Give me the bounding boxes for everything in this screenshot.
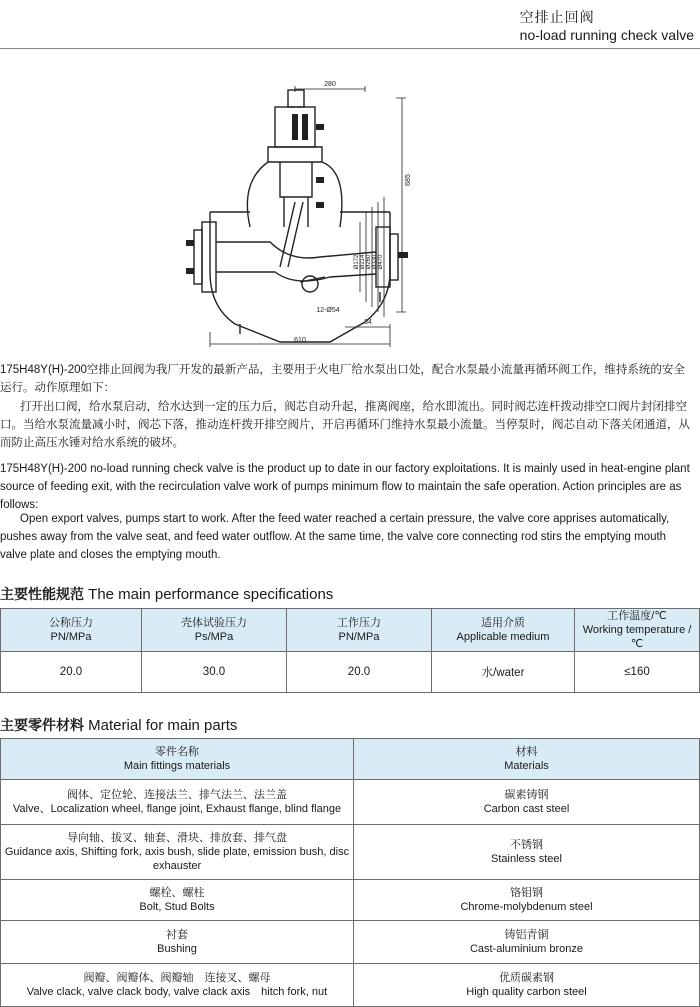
header-working-temperature: 工作温度/℃ Working temperature /℃ (575, 609, 700, 652)
table-row (1, 825, 700, 880)
header-divider (0, 48, 700, 49)
header-nominal-pressure: 公称压力 PN/MPa (1, 609, 142, 652)
description-en-intro: 175H48Y(H)-200 no-load running check valve is the product up to date in our factory exploitations. It is mainly used in heat-engine plant source of feeding exit, with the recirculation valve work of pumps minimum flow to maintain the safe operation. Action principles are as follows: (0, 463, 690, 511)
material-cell: 铸铝青铜 Cast-aluminium bronze (354, 921, 700, 964)
materials-title-cn: 主要零件材料 (0, 718, 84, 734)
description-en-action: Open export valves, pumps start to work. After the feed water reached a certain pressure, the valve core apprises automatically, pushes away from the valve seat, and feed water outflow. At the same time, the valve core connecting rod stirs the emptying mouth valve plate and closes the emptying mouth. (0, 513, 670, 561)
material-cell: 铬钼钢 Chrome-molybdenum steel (354, 880, 700, 921)
header-applicable-medium: 适用介质 Applicable medium (432, 609, 575, 652)
material-cell: 不锈钢 Stainless steel (354, 825, 700, 880)
product-title-cn: 空排止回阀 (519, 9, 595, 25)
material-cell: 优质碳素钢 High quality carbon steel (354, 964, 700, 1007)
performance-table (0, 608, 700, 693)
value-shell-test-pressure: 30.0 (142, 652, 287, 693)
value-nominal-pressure: 20.0 (1, 652, 142, 693)
dim-d172: Ø172 (354, 254, 360, 270)
header-working-pressure: 工作压力 PN/MPa (287, 609, 432, 652)
dim-685: 685 (405, 174, 412, 186)
dim-d330: Ø330 (372, 254, 378, 270)
material-cell: 碳素铸钢 Carbon cast steel (354, 780, 700, 825)
part-cell: 导向轴、拔叉、轴套、滑块、排放套、排气盘 Guidance axis, Shifting fork, axis bush, slide plate, emission bush, disc exhauster (1, 825, 354, 880)
product-title-en: no-load running check valve (519, 27, 694, 43)
performance-header-row (1, 609, 700, 652)
materials-title-en: Material for main parts (88, 717, 238, 734)
dim-bolt-holes: 12-Ø54 (316, 307, 340, 314)
header-shell-test-pressure: 壳体试验压力 Ps/MPa (142, 609, 287, 652)
dim-d260: Ø260 (366, 254, 372, 270)
performance-title-en: The main performance specifications (88, 586, 334, 603)
performance-title-cn: 主要性能规范 (0, 587, 84, 603)
page-header (520, 8, 694, 44)
table-row (1, 780, 700, 825)
header-part-name: 零件名称 Main fittings materials (1, 739, 354, 780)
materials-header-row (1, 739, 700, 780)
dim-84: 84 (364, 319, 372, 326)
value-working-temperature: ≤160 (575, 652, 700, 693)
dim-280: 280 (324, 81, 336, 88)
performance-value-row (1, 652, 700, 693)
table-row (1, 964, 700, 1007)
performance-section-title (0, 585, 333, 605)
value-applicable-medium: 水/water (432, 652, 575, 693)
dim-610: 610 (294, 337, 306, 344)
header-material: 材料 Materials (354, 739, 700, 780)
table-row (1, 880, 700, 921)
table-row (1, 921, 700, 964)
part-cell: 阀瓣、阀瓣体、阀瓣轴 连接叉、螺母 Valve clack, valve clack body, valve clack axis hitch fork, nut (1, 964, 354, 1007)
materials-section-title (0, 716, 237, 736)
part-cell: 衬套 Bushing (1, 921, 354, 964)
description-cn-intro: 175H48Y(H)-200空排止回阀为我厂开发的最新产品，主要用于火电厂给水泵出口处，配合水泵最小流量再循环阀工作，维持系统的安全运行。动作原理如下： (0, 364, 685, 394)
valve-technical-drawing (180, 62, 440, 352)
materials-table (0, 738, 700, 1007)
part-cell: 螺栓、螺柱 Bolt, Stud Bolts (1, 880, 354, 921)
description-en-action-wrap (0, 510, 696, 564)
dim-d470: Ø470 (378, 254, 384, 270)
part-cell: 阀体、定位轮、连接法兰、排气法兰、法兰盖 Valve、Localization wheel, flange joint, Exhaust flange, blind flange (1, 780, 354, 825)
description-cn-action: 打开出口阀，给水泵启动，给水达到一定的压力后，阀芯自动升起，推离阀座，给水即流出。同时阀芯连杆拨动排空口阀片封闭排空口。当给水泵流量减小时，阀芯下落，推动连杆拨开排空阀片，开启再循环门维持水泵最小流量。当停泵时，阀芯自动下落关闭通道，从而防止高压水锤对给水系统的破坏。 (0, 401, 690, 449)
dim-d214: Ø214 (360, 254, 366, 270)
description-cn-action-wrap (0, 398, 696, 452)
value-working-pressure: 20.0 (287, 652, 432, 693)
